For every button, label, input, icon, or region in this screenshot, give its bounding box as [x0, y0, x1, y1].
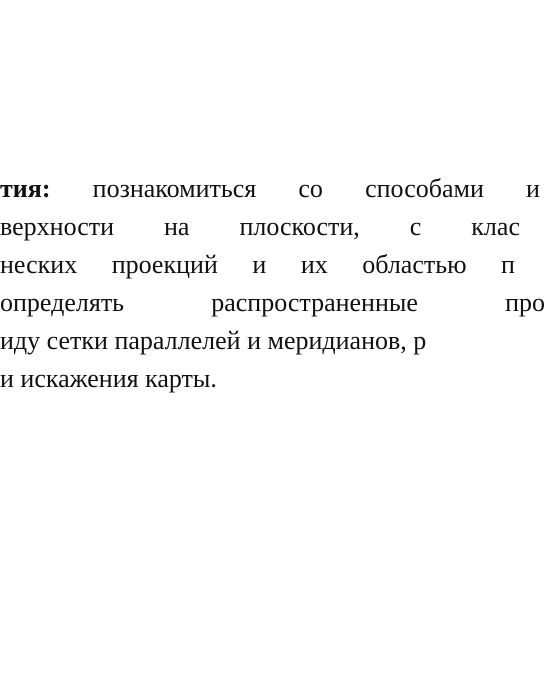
text-line-6: и искажения карты.: [0, 364, 217, 393]
text-line-1: [0, 172, 540, 206]
word: проекций: [111, 250, 218, 279]
word: и: [252, 250, 267, 279]
word: областью: [362, 250, 467, 279]
word: познакомиться: [92, 174, 257, 203]
word: плоскости,: [239, 212, 360, 241]
word: неских: [0, 250, 78, 279]
word: способами: [365, 174, 484, 203]
word: распространенные: [211, 288, 418, 317]
word: на: [164, 212, 190, 241]
word: верхности: [0, 212, 115, 241]
word: про: [505, 288, 545, 317]
word: п: [501, 250, 515, 279]
text-line-3: [0, 248, 515, 282]
word: с: [409, 212, 422, 241]
word: со: [298, 174, 323, 203]
text-line-4: [0, 286, 545, 320]
word: их: [300, 250, 328, 279]
goal-label: тия:: [0, 174, 51, 203]
text-line-2: [0, 210, 520, 244]
word: клас: [471, 212, 520, 241]
text-line-5: иду сетки параллелей и меридианов, р: [0, 326, 427, 355]
word: и: [526, 174, 540, 203]
word: определять: [0, 288, 125, 317]
